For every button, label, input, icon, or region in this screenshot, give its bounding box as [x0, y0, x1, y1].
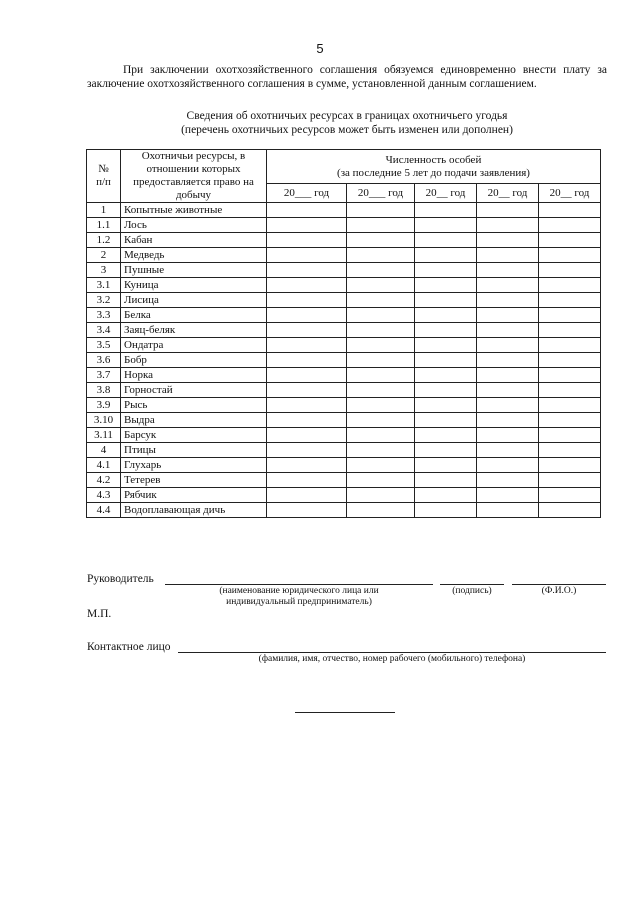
count-cell[interactable]: [539, 248, 601, 263]
contact-caption: (фамилия, имя, отчество, номер рабочего (мобильного) телефона): [258, 654, 526, 664]
count-cell[interactable]: [347, 293, 415, 308]
table-row: [87, 263, 601, 278]
count-cell[interactable]: [415, 218, 477, 233]
count-cell[interactable]: [477, 443, 539, 458]
count-cell[interactable]: [477, 203, 539, 218]
resource-name: Копытные животные: [121, 203, 267, 218]
row-number: 1: [87, 203, 121, 218]
resource-name: Кабан: [121, 233, 267, 248]
table-row: [87, 323, 601, 338]
count-cell[interactable]: [539, 353, 601, 368]
row-number: 4.1: [87, 458, 121, 473]
count-cell[interactable]: [415, 278, 477, 293]
count-cell[interactable]: [539, 503, 601, 518]
count-cell[interactable]: [415, 473, 477, 488]
count-cell[interactable]: [539, 473, 601, 488]
table-row: [87, 248, 601, 263]
resource-name: Глухарь: [121, 458, 267, 473]
count-cell[interactable]: [415, 248, 477, 263]
contact-line[interactable]: [178, 652, 606, 653]
resource-name: Водоплавающая дичь: [121, 503, 267, 518]
resource-name: Медведь: [121, 248, 267, 263]
year-header: 20__ год: [415, 184, 477, 203]
count-cell[interactable]: [477, 248, 539, 263]
fio-caption: (Ф.И.О.): [541, 586, 577, 596]
count-cell[interactable]: [267, 458, 347, 473]
year-header: 20__ год: [539, 184, 601, 203]
table-row: [87, 458, 601, 473]
table-row: [87, 353, 601, 368]
resource-name: Куница: [121, 278, 267, 293]
resource-name: Горностай: [121, 383, 267, 398]
count-cell[interactable]: [347, 428, 415, 443]
count-cell[interactable]: [267, 503, 347, 518]
count-cell[interactable]: [477, 413, 539, 428]
count-cell[interactable]: [477, 503, 539, 518]
row-number: 4.3: [87, 488, 121, 503]
count-cell[interactable]: [347, 308, 415, 323]
count-cell[interactable]: [267, 383, 347, 398]
count-cell[interactable]: [477, 488, 539, 503]
resource-name: Тетерев: [121, 473, 267, 488]
contact-label: Контактное лицо: [87, 641, 171, 653]
count-cell[interactable]: [415, 413, 477, 428]
count-cell[interactable]: [539, 338, 601, 353]
count-cell[interactable]: [347, 473, 415, 488]
count-cell[interactable]: [347, 323, 415, 338]
count-cell[interactable]: [347, 458, 415, 473]
section-title-line-1: Сведения об охотничьих ресурсах в границах охотничьего угодья: [186, 110, 508, 122]
fio-line[interactable]: [512, 584, 606, 585]
count-cell[interactable]: [267, 488, 347, 503]
count-cell[interactable]: [267, 248, 347, 263]
count-cell[interactable]: [415, 203, 477, 218]
resource-name: Барсук: [121, 428, 267, 443]
count-cell[interactable]: [539, 488, 601, 503]
count-cell[interactable]: [415, 263, 477, 278]
count-cell[interactable]: [477, 458, 539, 473]
row-number: 4: [87, 443, 121, 458]
count-cell[interactable]: [347, 398, 415, 413]
header-resource-name: Охотничьи ресурсы, в отношении которых предоставляется право на добычу: [121, 150, 267, 203]
row-number: 3.2: [87, 293, 121, 308]
row-number: 3.11: [87, 428, 121, 443]
table-row: [87, 413, 601, 428]
header-num-line-2: п/п: [96, 176, 111, 188]
count-cell[interactable]: [539, 413, 601, 428]
count-cell[interactable]: [477, 233, 539, 248]
row-number: 3.4: [87, 323, 121, 338]
count-cell[interactable]: [267, 203, 347, 218]
row-number: 3.6: [87, 353, 121, 368]
resource-name: Ондатра: [121, 338, 267, 353]
row-number: 3: [87, 263, 121, 278]
count-cell[interactable]: [347, 248, 415, 263]
resource-name: Пушные: [121, 263, 267, 278]
count-cell[interactable]: [347, 278, 415, 293]
row-number: 4.2: [87, 473, 121, 488]
row-number: 3.9: [87, 398, 121, 413]
count-cell[interactable]: [347, 413, 415, 428]
section-title-line-2: (перечень охотничьих ресурсов может быть изменен или дополнен): [181, 124, 513, 136]
table-row: [87, 503, 601, 518]
row-number: 3.1: [87, 278, 121, 293]
table-body: [87, 203, 601, 518]
count-cell[interactable]: [347, 368, 415, 383]
count-cell[interactable]: [539, 458, 601, 473]
resource-name: Выдра: [121, 413, 267, 428]
count-cell[interactable]: [415, 323, 477, 338]
row-number: 1.2: [87, 233, 121, 248]
count-cell[interactable]: [415, 368, 477, 383]
count-cell[interactable]: [267, 263, 347, 278]
count-cell[interactable]: [347, 353, 415, 368]
resource-name: Лось: [121, 218, 267, 233]
count-cell[interactable]: [267, 323, 347, 338]
count-cell[interactable]: [539, 443, 601, 458]
table-row: [87, 338, 601, 353]
count-cell[interactable]: [477, 368, 539, 383]
section-title: [87, 109, 607, 137]
count-cell[interactable]: [347, 383, 415, 398]
org-caption-line-2: индивидуальный предприниматель): [226, 597, 372, 607]
count-cell[interactable]: [267, 473, 347, 488]
row-number: 3.3: [87, 308, 121, 323]
header-count-line-2: (за последние 5 лет до подачи заявления): [337, 166, 530, 179]
count-cell[interactable]: [415, 308, 477, 323]
count-cell[interactable]: [267, 353, 347, 368]
head-label: Руководитель: [87, 573, 154, 585]
count-cell[interactable]: [415, 293, 477, 308]
count-cell[interactable]: [477, 338, 539, 353]
resource-name: Птицы: [121, 443, 267, 458]
signature-line[interactable]: [440, 584, 504, 585]
count-cell[interactable]: [539, 428, 601, 443]
table-row: [87, 488, 601, 503]
count-cell[interactable]: [539, 263, 601, 278]
row-number: 3.8: [87, 383, 121, 398]
count-cell[interactable]: [477, 428, 539, 443]
count-cell[interactable]: [477, 308, 539, 323]
count-cell[interactable]: [415, 353, 477, 368]
count-cell[interactable]: [267, 308, 347, 323]
count-cell[interactable]: [347, 443, 415, 458]
count-cell[interactable]: [477, 263, 539, 278]
count-cell[interactable]: [347, 233, 415, 248]
count-cell[interactable]: [477, 293, 539, 308]
count-cell[interactable]: [347, 218, 415, 233]
count-cell[interactable]: [539, 233, 601, 248]
count-cell[interactable]: [267, 233, 347, 248]
resource-name: Заяц-беляк: [121, 323, 267, 338]
count-cell[interactable]: [477, 323, 539, 338]
count-cell[interactable]: [415, 233, 477, 248]
count-cell[interactable]: [415, 458, 477, 473]
count-cell[interactable]: [267, 398, 347, 413]
resource-name: Лисица: [121, 293, 267, 308]
end-rule: [295, 712, 395, 713]
count-cell[interactable]: [477, 383, 539, 398]
count-cell[interactable]: [415, 383, 477, 398]
table-row: [87, 278, 601, 293]
table-row: [87, 293, 601, 308]
year-header: 20___ год: [347, 184, 415, 203]
resources-table: [86, 149, 601, 518]
resource-name: Рысь: [121, 398, 267, 413]
count-cell[interactable]: [539, 398, 601, 413]
row-number: 2: [87, 248, 121, 263]
table-row: [87, 308, 601, 323]
count-cell[interactable]: [415, 398, 477, 413]
table-row: [87, 368, 601, 383]
table-row: [87, 428, 601, 443]
resource-name: Норка: [121, 368, 267, 383]
header-num-line-1: №: [98, 163, 109, 175]
sign-caption: (подпись): [452, 586, 492, 596]
resource-name: Белка: [121, 308, 267, 323]
table-row: [87, 218, 601, 233]
count-cell[interactable]: [267, 428, 347, 443]
count-cell[interactable]: [477, 278, 539, 293]
count-cell[interactable]: [415, 503, 477, 518]
row-number: 1.1: [87, 218, 121, 233]
count-cell[interactable]: [539, 203, 601, 218]
count-cell[interactable]: [267, 443, 347, 458]
header-count: [267, 150, 601, 184]
count-cell[interactable]: [415, 443, 477, 458]
org-name-line[interactable]: [165, 584, 433, 585]
header-num: [87, 150, 121, 203]
count-cell[interactable]: [477, 398, 539, 413]
count-cell[interactable]: [477, 218, 539, 233]
row-number: 4.4: [87, 503, 121, 518]
count-cell[interactable]: [415, 488, 477, 503]
count-cell[interactable]: [267, 368, 347, 383]
count-cell[interactable]: [347, 488, 415, 503]
org-caption: [165, 586, 433, 608]
row-number: 3.10: [87, 413, 121, 428]
table-header-row: [87, 150, 601, 184]
org-caption-line-1: (наименование юридического лица или: [219, 586, 379, 596]
count-cell[interactable]: [539, 383, 601, 398]
stamp-label: М.П.: [87, 608, 112, 620]
page-number: 5: [316, 41, 324, 56]
count-cell[interactable]: [267, 338, 347, 353]
count-cell[interactable]: [347, 338, 415, 353]
table-row: [87, 233, 601, 248]
count-cell[interactable]: [415, 338, 477, 353]
year-header: 20__ год: [477, 184, 539, 203]
table-row: [87, 398, 601, 413]
row-number: 3.5: [87, 338, 121, 353]
count-cell[interactable]: [267, 278, 347, 293]
count-cell[interactable]: [347, 263, 415, 278]
table-row: [87, 443, 601, 458]
row-number: 3.7: [87, 368, 121, 383]
count-cell[interactable]: [477, 473, 539, 488]
count-cell[interactable]: [267, 293, 347, 308]
table-row: [87, 203, 601, 218]
count-cell[interactable]: [539, 218, 601, 233]
intro-paragraph: При заключении охотхозяйственного соглашения обязуемся единовременно внести плату за заключение охотхозяйственного соглашения в сумме, установленной данным соглашением.: [87, 64, 607, 90]
count-cell[interactable]: [477, 353, 539, 368]
count-cell[interactable]: [539, 293, 601, 308]
count-cell[interactable]: [539, 308, 601, 323]
count-cell[interactable]: [347, 203, 415, 218]
count-cell[interactable]: [539, 368, 601, 383]
count-cell[interactable]: [267, 218, 347, 233]
count-cell[interactable]: [539, 323, 601, 338]
resource-name: Рябчик: [121, 488, 267, 503]
count-cell[interactable]: [539, 278, 601, 293]
count-cell[interactable]: [415, 428, 477, 443]
count-cell[interactable]: [267, 413, 347, 428]
count-cell[interactable]: [347, 503, 415, 518]
resource-name: Бобр: [121, 353, 267, 368]
table-row: [87, 473, 601, 488]
header-count-line-1: Численность особей: [385, 153, 482, 166]
year-header: 20___ год: [267, 184, 347, 203]
table-row: [87, 383, 601, 398]
